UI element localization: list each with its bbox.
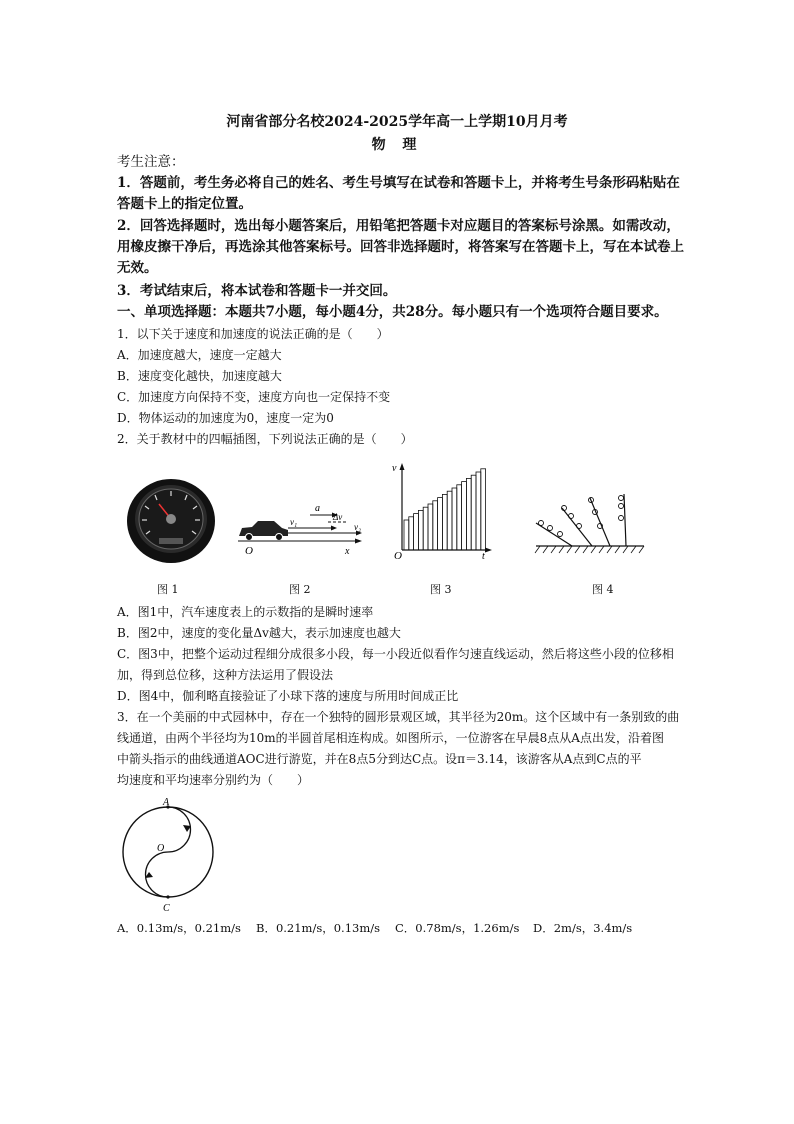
fig2-label-v1: v₁ xyxy=(290,517,298,527)
figure-caption-3: 图 3 xyxy=(430,583,452,596)
fig3-bar xyxy=(476,472,481,550)
question-3-stem-line-2: 线通道，由两个半径均为10m的半圆首尾相连构成。如图所示，一位游客在早晨8点从A点出发，沿着图 xyxy=(117,731,664,745)
question-1-option-b: B．速度变化越快，加速度越大 xyxy=(117,369,282,383)
question-1-stem: 1．以下关于速度和加速度的说法正确的是（ ） xyxy=(117,327,389,341)
speedometer-figure xyxy=(126,478,216,564)
figure-caption-4: 图 4 xyxy=(592,583,614,596)
notice-item-3: 3．考试结束后，将本试卷和答题卡一并交回。 xyxy=(117,283,397,299)
fig3-t-label: t xyxy=(482,551,485,560)
exam-title: 河南省部分名校2024-2025学年高一上学期10月月考 xyxy=(226,114,568,130)
fig-point-c-label: C xyxy=(163,903,170,914)
fig-point-o-label: O xyxy=(157,843,165,854)
notice-item-1: 1．答题前，考生务必将自己的姓名、考生号填写在试卷和答题卡上，并将考生号条形码粘贴在答题卡上的指定位置。 xyxy=(117,175,680,212)
fig3-bar xyxy=(404,520,409,550)
car-velocity-figure xyxy=(236,500,366,558)
figure-caption-2: 图 2 xyxy=(289,583,311,596)
question-2-option-c-line-2: 加，得到总位移，这种方法运用了假设法 xyxy=(117,668,334,682)
fig3-bar xyxy=(481,469,486,550)
vt-graph-figure xyxy=(388,460,498,560)
question-1-option-c: C．加速度方向保持不变，速度方向也一定保持不变 xyxy=(117,390,391,404)
question-1-option-d: D．物体运动的加速度为0，速度一定为0 xyxy=(117,411,334,425)
question-3-stem-line-4: 均速度和平均速率分别约为（ ） xyxy=(117,773,310,787)
fig3-bar xyxy=(447,491,452,550)
fig2-label-v2: v₂ xyxy=(354,522,362,532)
fig3-bar xyxy=(423,507,428,550)
fig3-bar xyxy=(442,494,447,550)
fig3-origin-label: O xyxy=(394,550,402,560)
fig3-bar xyxy=(457,485,462,550)
fig3-bar xyxy=(428,504,433,550)
question-1-option-a: A．加速度越大，速度一定越大 xyxy=(117,348,282,362)
question-2-option-b: B．图2中，速度的变化量Δv越大，表示加速度也越大 xyxy=(117,626,401,640)
question-3-option-a: A．0.13m/s，0.21m/s xyxy=(117,921,241,935)
fig3-bar xyxy=(418,510,423,550)
fig3-bar xyxy=(466,478,471,550)
exam-subject: 物 理 xyxy=(371,137,423,153)
section-heading: 一、单项选择题：本题共7小题，每小题4分，共28分。每小题只有一个选项符合题目要求。 xyxy=(117,304,668,320)
inclined-plane-figure xyxy=(532,488,647,558)
fig3-bar xyxy=(414,514,419,550)
question-3-stem-line-3: 中箭头指示的曲线通道AOC进行游览，并在8点5分到达C点。设π＝3.14，该游客从A点到C点的平 xyxy=(117,752,642,766)
fig3-bar xyxy=(471,475,476,550)
question-3-option-d: D．2m/s，3.4m/s xyxy=(533,921,633,935)
fig3-bar xyxy=(462,482,467,550)
question-2-stem: 2．关于教材中的四幅插图，下列说法正确的是（ ） xyxy=(117,432,413,446)
figure-caption-1: 图 1 xyxy=(157,583,179,596)
fig3-bar xyxy=(452,488,457,550)
notice-heading: 考生注意： xyxy=(117,154,185,170)
question-2-option-c-line-1: C．图3中，把整个运动过程细分成很多小段，每一小段近似看作匀速直线运动，然后将这些小段的位移相 xyxy=(117,647,674,661)
fig2-x-label: x xyxy=(345,546,350,557)
fig3-v-label: v xyxy=(392,463,397,474)
notice-item-2: 2．回答选择题时，选出每小题答案后，用铅笔把答题卡对应题目的答案标号涂黑。如需改动，用橡皮擦干净后，再选涂其他答案标号。回答非选择题时，将答案写在答题卡上，写在本试卷上无效。 xyxy=(117,218,684,276)
question-3-stem-line-1: 3．在一个美丽的中式园林中，存在一个独特的圆形景观区域，其半径为20m。这个区域中有一条别致的曲 xyxy=(117,710,680,724)
garden-path-figure xyxy=(112,796,216,914)
fig2-label-a: a xyxy=(315,503,320,514)
question-3-option-c: C．0.78m/s，1.26m/s xyxy=(395,921,520,935)
fig2-origin-label: O xyxy=(245,545,253,557)
fig2-label-dv: Δv xyxy=(333,512,343,522)
question-2-option-d: D．图4中，伽利略直接验证了小球下落的速度与所用时间成正比 xyxy=(117,689,459,703)
question-2-option-a: A．图1中，汽车速度表上的示数指的是瞬时速率 xyxy=(117,605,374,619)
fig-point-a-label: A xyxy=(163,797,170,808)
fig3-bar xyxy=(409,517,414,550)
question-3-option-b: B．0.21m/s，0.13m/s xyxy=(256,921,381,935)
fig3-bar xyxy=(433,501,438,550)
fig3-bar xyxy=(438,498,443,550)
